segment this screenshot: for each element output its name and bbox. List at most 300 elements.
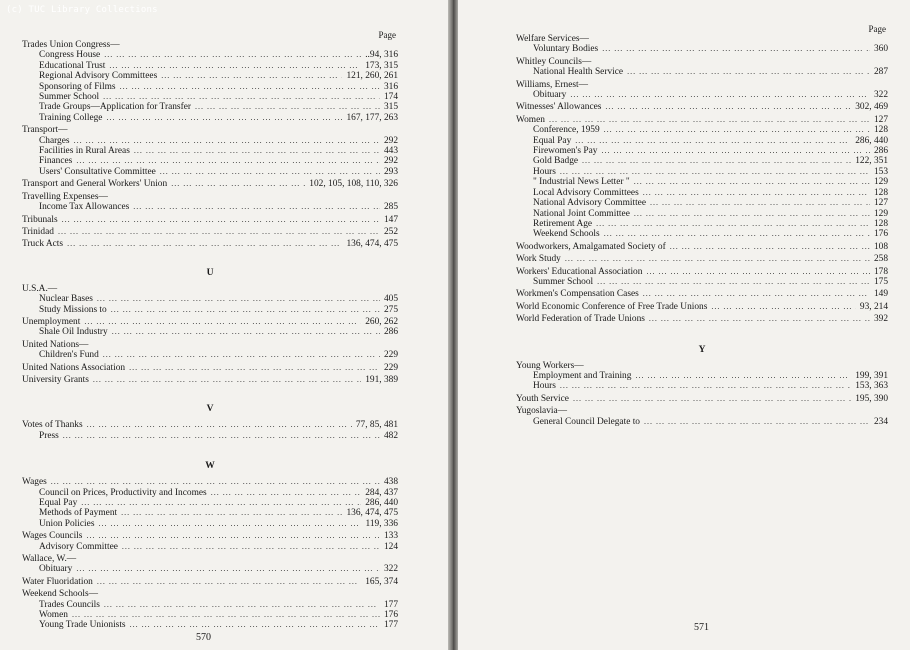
dot-leader: [97, 577, 361, 587]
index-subentry: [22, 431, 398, 441]
entry-term: Travelling Expenses—: [22, 191, 108, 202]
copyright-watermark: (c) TUC Library Collections: [6, 5, 158, 15]
dot-leader: [62, 215, 380, 225]
entry-term: Advisory Committee: [39, 541, 118, 552]
index-subentry: [516, 371, 888, 381]
dot-leader: [106, 113, 342, 123]
dot-leader: [87, 420, 352, 430]
entry-term: Methods of Payment: [39, 508, 118, 519]
entry-term: Local Advisory Committees: [533, 187, 639, 198]
index-subentry: [22, 488, 398, 498]
entry-term: World Economic Conference of Free Trade Unions: [516, 301, 708, 312]
index-subentry: [516, 277, 888, 287]
dot-leader: [111, 305, 380, 315]
entry-term: National Joint Committee: [533, 208, 630, 219]
entry-term: Williams, Ernest—: [516, 79, 589, 90]
entry-term: Retirement Age: [533, 218, 593, 229]
entry-term: National Health Service: [533, 67, 624, 78]
entry-term: Trades Councils: [39, 599, 100, 610]
page-reference: 482: [383, 430, 398, 441]
book-gutter: [448, 0, 458, 650]
dot-leader: [565, 254, 870, 264]
entry-term: Work Study: [516, 254, 561, 265]
index-subentry: [22, 102, 398, 112]
dot-leader: [98, 519, 361, 529]
entry-term: Equal Pay: [39, 498, 78, 508]
index-entry: [516, 406, 888, 416]
entry-term: Charges: [39, 135, 70, 146]
dot-leader: [104, 50, 361, 60]
entry-term: Union Policies: [39, 518, 95, 529]
page-reference: 175: [873, 276, 888, 287]
page-reference: 174: [383, 92, 398, 103]
entry-term: General Council Delegate to: [533, 416, 640, 427]
index-entry: [22, 317, 398, 327]
dot-leader: [109, 61, 361, 71]
dot-leader: [570, 90, 870, 100]
page-reference: 177: [383, 620, 398, 631]
index-entry: [22, 227, 398, 237]
entry-term: Obituary: [39, 564, 73, 575]
dot-leader: [93, 375, 361, 385]
page-reference: 293: [383, 166, 398, 177]
dot-leader: [597, 277, 870, 287]
page-reference: 122, 351: [855, 156, 888, 167]
index-entry: [22, 420, 398, 430]
index-subentry: [22, 92, 398, 102]
page-reference: 176: [383, 610, 398, 621]
dot-leader: [646, 267, 870, 277]
v-section: [22, 420, 398, 441]
index-entry: [516, 115, 888, 125]
entry-term: Sponsoring of Films: [39, 81, 116, 92]
index-entry: [22, 531, 398, 541]
index-subentry: [516, 167, 888, 177]
dot-leader: [133, 202, 380, 212]
page-reference: 153, 363: [855, 381, 888, 392]
page-reference: 127: [873, 114, 888, 125]
entry-term: Nuclear Bases: [39, 294, 93, 305]
dot-leader: [634, 209, 870, 219]
index-entry: [516, 267, 888, 277]
entry-term: Workmen's Compensation Cases: [516, 289, 639, 300]
dot-leader: [103, 350, 380, 360]
dot-leader: [627, 67, 870, 77]
index-entry: [22, 554, 398, 564]
dot-leader: [560, 167, 870, 177]
entry-term: Educational Trust: [39, 60, 106, 71]
page-reference: 286: [383, 327, 398, 338]
index-entry: [516, 34, 888, 44]
index-subentry: [22, 156, 398, 166]
dot-leader: [58, 227, 380, 237]
page-reference: 121, 260, 261: [346, 71, 398, 82]
index-subentry: [22, 202, 398, 212]
page-reference: 177: [383, 599, 398, 610]
entry-term: Weekend Schools—: [22, 589, 99, 600]
index-subentry: [516, 229, 888, 239]
index-entry: [22, 589, 398, 599]
dot-leader: [605, 102, 851, 112]
dot-leader: [549, 115, 870, 125]
index-entry: [22, 239, 398, 249]
page-reference: 147: [383, 214, 398, 225]
left-index-column: [22, 30, 398, 631]
page-reference: 178: [873, 266, 888, 277]
index-subentry: [22, 82, 398, 92]
page-reference: 136, 474, 475: [346, 508, 398, 519]
section-letter-w: W: [205, 461, 215, 472]
dot-leader: [649, 314, 870, 324]
index-entry: [516, 102, 888, 112]
entry-term: Finances: [39, 156, 73, 167]
index-subentry: [516, 67, 888, 77]
entry-term: Hours: [533, 166, 556, 177]
dot-leader: [129, 363, 380, 373]
dot-leader: [121, 508, 342, 518]
entry-term: Woodworkers, Amalgamated Society of: [516, 241, 666, 252]
dot-leader: [86, 531, 380, 541]
page-reference: 149: [873, 289, 888, 300]
dot-leader: [602, 44, 870, 54]
dot-leader: [560, 381, 851, 391]
index-entry: [22, 215, 398, 225]
entry-term: Transport—: [22, 125, 68, 136]
w-continued-section: [516, 34, 888, 325]
entry-term: Whitley Councils—: [516, 56, 592, 67]
dot-leader: [67, 239, 342, 249]
entry-term: Employment and Training: [533, 370, 632, 381]
index-entry: [22, 179, 398, 189]
page-reference: 287: [873, 67, 888, 78]
dot-leader: [103, 92, 380, 102]
dot-leader: [63, 431, 380, 441]
entry-term: Witnesses' Allowances: [516, 102, 602, 113]
index-subentry: [22, 498, 398, 508]
t-section: [22, 40, 398, 250]
index-subentry: [516, 44, 888, 54]
index-subentry: [516, 156, 888, 166]
entry-term: U.S.A.—: [22, 283, 58, 294]
u-section: [22, 284, 398, 386]
dot-leader: [171, 179, 305, 189]
index-entry: [22, 577, 398, 587]
entry-term: Income Tax Allowances: [39, 202, 130, 213]
index-entry: [516, 80, 888, 90]
index-subentry: [22, 542, 398, 552]
entry-term: National Advisory Committee: [533, 198, 647, 209]
entry-term: Welfare Services—: [516, 34, 589, 44]
entry-term: Children's Fund: [39, 350, 99, 361]
page-reference: 302, 469: [855, 102, 888, 113]
entry-term: Unemployment: [22, 316, 81, 327]
page-reference: 129: [873, 177, 888, 188]
page-reference: 360: [873, 44, 888, 55]
index-subentry: [22, 327, 398, 337]
dot-leader: [195, 102, 380, 112]
page-reference: 136, 474, 475: [346, 239, 398, 250]
index-subentry: [22, 167, 398, 177]
entry-term: Wages: [22, 477, 47, 488]
index-entry: [22, 363, 398, 373]
page-reference: 195, 390: [855, 393, 888, 404]
page-reference: 315: [383, 102, 398, 113]
index-subentry: [22, 610, 398, 620]
page-reference: 260, 262: [365, 316, 398, 327]
dot-leader: [120, 82, 380, 92]
page-reference: 133: [383, 531, 398, 542]
section-letter-v: V: [206, 404, 214, 415]
index-subentry: [516, 198, 888, 208]
entry-term: Truck Acts: [22, 239, 64, 250]
entry-term: United Nations Association: [22, 362, 126, 373]
entry-term: Shale Oil Industry: [39, 327, 108, 338]
page-reference: 108: [873, 241, 888, 252]
entry-term: Women: [516, 114, 545, 125]
index-subentry: [22, 350, 398, 360]
entry-term: Study Missions to: [39, 304, 107, 315]
dot-leader: [97, 294, 380, 304]
entry-term: University Grants: [22, 374, 89, 385]
entry-term: Regional Advisory Committees: [39, 71, 158, 82]
dot-leader: [643, 289, 870, 299]
dot-leader: [573, 394, 851, 404]
index-subentry: [516, 188, 888, 198]
page-reference: 173, 315: [365, 60, 398, 71]
page-reference: 93, 214: [859, 301, 888, 312]
page-reference: 153: [873, 166, 888, 177]
entry-term: Wages Councils: [22, 531, 83, 542]
entry-term: Council on Prices, Productivity and Incomes: [39, 487, 207, 498]
page-reference: 229: [383, 350, 398, 361]
dot-leader: [74, 136, 380, 146]
page-reference: 438: [383, 477, 398, 488]
index-subentry: [22, 305, 398, 315]
right-index-column: [516, 24, 888, 427]
index-entry: [516, 394, 888, 404]
page-reference: 275: [383, 304, 398, 315]
page-reference: 322: [383, 564, 398, 575]
entry-term: Tribunals: [22, 214, 58, 225]
page-reference: 167, 177, 263: [346, 112, 398, 123]
index-subentry: [22, 294, 398, 304]
entry-term: Obituary: [533, 90, 567, 101]
entry-term: Conference, 1959: [533, 125, 600, 136]
index-subentry: [22, 564, 398, 574]
section-letter-y: Y: [698, 344, 706, 355]
page-reference: 258: [873, 254, 888, 265]
dot-leader: [112, 327, 380, 337]
right-page: [458, 0, 910, 650]
index-subentry: [516, 177, 888, 187]
entry-term: Gold Badge: [533, 156, 579, 167]
page-reference: 286, 440: [365, 498, 398, 508]
index-entry: [516, 314, 888, 324]
page-reference: 284, 437: [365, 487, 398, 498]
index-entry: [22, 284, 398, 294]
dot-leader: [670, 242, 870, 252]
index-entry: [516, 361, 888, 371]
entry-term: United Nations—: [22, 339, 89, 350]
index-subentry: [516, 209, 888, 219]
index-entry: [22, 192, 398, 202]
index-subentry: [22, 146, 398, 156]
index-subentry: [516, 381, 888, 391]
index-entry: [516, 302, 888, 312]
left-page: [0, 0, 448, 650]
dot-leader: [104, 600, 380, 610]
dot-leader: [601, 146, 869, 156]
index-entry: [22, 477, 398, 487]
dot-leader: [634, 177, 870, 187]
index-entry: [516, 289, 888, 299]
entry-term: Transport and General Workers' Union: [22, 179, 168, 190]
entry-term: " Industrial News Letter ": [533, 177, 630, 188]
dot-leader: [604, 229, 870, 239]
dot-leader: [134, 146, 380, 156]
index-subentry: [22, 508, 398, 518]
entry-term: Users' Consultative Committee: [39, 166, 156, 177]
page-reference: 322: [873, 90, 888, 101]
section-letter-u: U: [206, 267, 214, 278]
index-subentry: [22, 620, 398, 630]
index-subentry: [22, 136, 398, 146]
entry-term: Water Fluoridation: [22, 576, 93, 587]
page-reference: 234: [873, 416, 888, 427]
dot-leader: [76, 564, 380, 574]
dot-leader: [211, 488, 362, 498]
dot-leader: [575, 136, 851, 146]
index-subentry: [516, 125, 888, 135]
page-reference: 165, 374: [365, 576, 398, 587]
page-reference: 286, 440: [855, 135, 888, 146]
page-reference: 102, 105, 108, 110, 326: [309, 179, 398, 190]
page-reference: 252: [383, 226, 398, 237]
page-number: 571: [694, 622, 709, 633]
index-entry: [22, 40, 398, 50]
entry-term: Young Workers—: [516, 360, 584, 371]
entry-term: Young Trade Unionists: [39, 620, 126, 631]
index-entry: [22, 340, 398, 350]
page-reference: ..94, 316: [365, 50, 398, 61]
page-reference: 128: [873, 125, 888, 136]
page-reference: 405: [383, 294, 398, 305]
dot-leader: [130, 620, 380, 630]
index-entry: [22, 125, 398, 135]
page-reference: 191, 389: [365, 374, 398, 385]
index-subentry: [22, 600, 398, 610]
index-subentry: [22, 71, 398, 81]
index-subentry: [516, 146, 888, 156]
entry-term: Firewomen's Pay: [533, 146, 598, 157]
page-reference: 129: [873, 208, 888, 219]
entry-term: Votes of Thanks: [22, 420, 83, 431]
page-reference: 128: [873, 187, 888, 198]
dot-leader: [76, 156, 380, 166]
index-entry: [516, 254, 888, 264]
dot-leader: [604, 125, 870, 135]
page-reference: 77, 85, 481: [355, 420, 398, 431]
dot-leader: [635, 371, 851, 381]
page-reference: 119, 336: [365, 518, 398, 529]
index-entry: [22, 375, 398, 385]
entry-term: Women: [39, 610, 68, 621]
dot-leader: [582, 156, 851, 166]
page-column-header: Page: [868, 24, 886, 34]
index-subentry: [516, 219, 888, 229]
dot-leader: [84, 317, 361, 327]
entry-term: Equal Pay: [533, 135, 572, 146]
page-reference: 285: [383, 202, 398, 213]
page-reference: 124: [383, 541, 398, 552]
entry-term: Youth Service: [516, 393, 569, 404]
page-reference: 392: [873, 314, 888, 325]
index-subentry: [22, 519, 398, 529]
dot-leader: [81, 498, 361, 508]
dot-leader: [161, 71, 342, 81]
index-subentry: [516, 136, 888, 146]
entry-term: Voluntary Bodies: [533, 44, 599, 55]
page-reference: 286: [873, 146, 888, 157]
page-reference: 176: [873, 229, 888, 240]
w-section: [22, 477, 398, 631]
index-entry: [516, 242, 888, 252]
y-section: [516, 361, 888, 427]
index-subentry: [22, 113, 398, 123]
entry-term: Weekend Schools: [533, 229, 600, 240]
index-subentry: [516, 90, 888, 100]
entry-term: Press: [39, 430, 59, 441]
entry-term: Wallace, W.—: [22, 554, 77, 565]
dot-leader: [711, 302, 855, 312]
index-subentry: [22, 50, 398, 60]
index-subentry: [516, 417, 888, 427]
entry-term: Hours: [533, 381, 556, 392]
dot-leader: [650, 198, 870, 208]
dot-leader: [122, 542, 380, 552]
dot-leader: [51, 477, 380, 487]
page-reference: 128: [873, 218, 888, 229]
page-number: 570: [196, 632, 211, 643]
page-reference: 292: [383, 156, 398, 167]
dot-leader: [643, 188, 870, 198]
entry-term: Trades Union Congress—: [22, 40, 120, 50]
entry-term: Congress House: [39, 50, 101, 61]
page-column-header: Page: [378, 30, 396, 40]
entry-term: Training College: [39, 112, 103, 123]
dot-leader: [644, 417, 870, 427]
entry-term: Trinidad: [22, 226, 54, 237]
dot-leader: [160, 167, 380, 177]
page-reference: 199, 391: [855, 370, 888, 381]
index-entry: [516, 57, 888, 67]
page-reference: 316: [383, 81, 398, 92]
page-reference: 443: [383, 146, 398, 157]
entry-term: Summer School: [533, 276, 594, 287]
dot-leader: [596, 219, 870, 229]
index-subentry: [22, 61, 398, 71]
dot-leader: [72, 610, 380, 620]
entry-term: Workers' Educational Association: [516, 266, 643, 277]
entry-term: Yugoslavia—: [516, 406, 568, 417]
entry-term: Summer School: [39, 92, 100, 103]
entry-term: Trade Groups—Application for Transfer: [39, 102, 191, 113]
page-reference: 127: [873, 198, 888, 209]
entry-term: World Federation of Trade Unions: [516, 314, 645, 325]
page-reference: 292: [383, 135, 398, 146]
page-reference: 229: [383, 362, 398, 373]
entry-term: Facilities in Rural Areas: [39, 146, 130, 157]
